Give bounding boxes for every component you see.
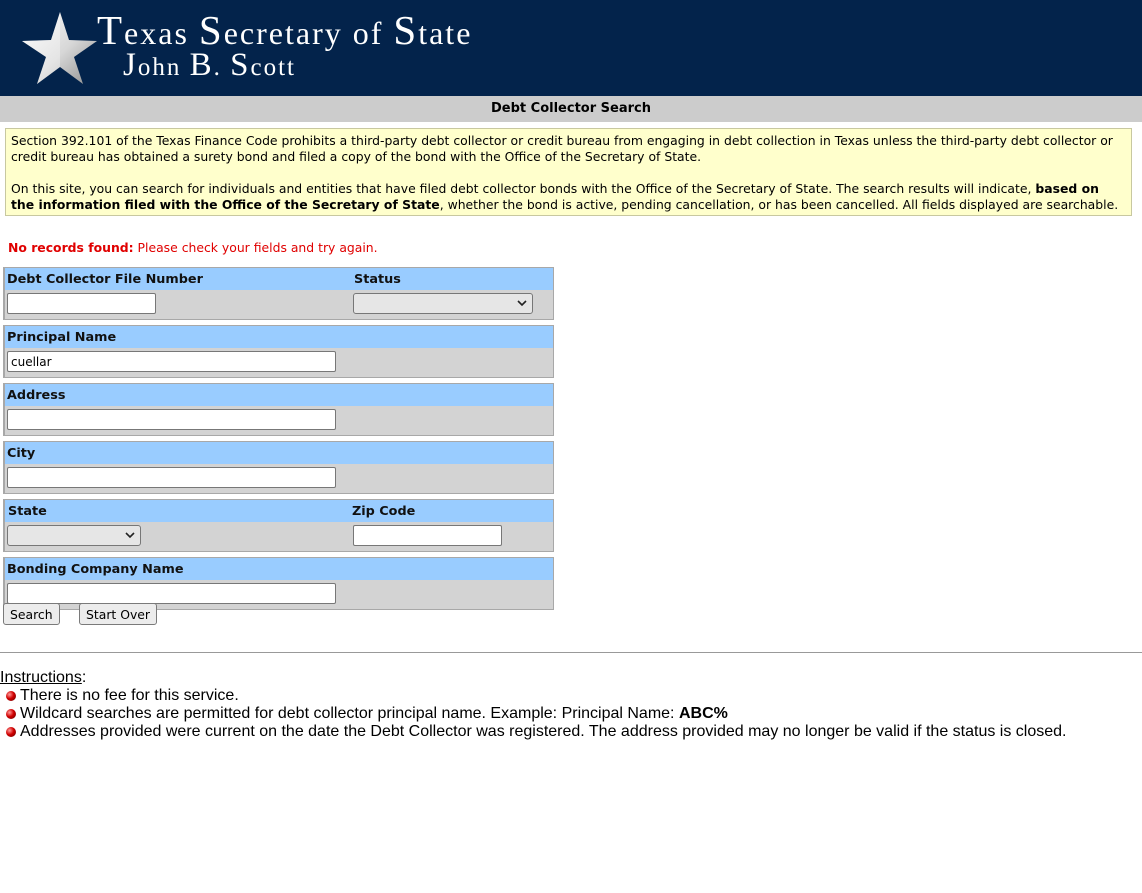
red-bullet-icon	[6, 691, 16, 701]
search-button[interactable]: Search	[3, 603, 60, 625]
status-select[interactable]	[353, 293, 533, 314]
row-header	[5, 384, 553, 406]
notice-box	[5, 128, 1132, 216]
list-item: Wildcard searches are permitted for debt collector principal name. Example: Principal Name: ABC%	[0, 705, 1067, 723]
file-number-label: Debt Collector File Number	[7, 272, 203, 287]
state-select[interactable]	[7, 525, 141, 546]
start-over-button[interactable]: Start Over	[79, 603, 157, 625]
file-number-input[interactable]	[7, 293, 156, 314]
chevron-down-icon	[517, 297, 527, 309]
row-header	[5, 442, 553, 464]
address-label: Address	[7, 388, 66, 403]
star-logo-icon	[18, 10, 98, 86]
banner-title: Texas Secretary of State	[97, 7, 473, 53]
zip-code-input[interactable]	[353, 525, 502, 546]
instructions-list	[0, 687, 1067, 741]
error-message: No records found: Please check your fields and try again.	[8, 240, 378, 255]
instructions	[0, 669, 1067, 741]
bonding-company-input[interactable]	[7, 583, 336, 604]
red-bullet-icon	[6, 727, 16, 737]
site-banner	[0, 0, 1142, 96]
status-label: Status	[354, 272, 401, 287]
row-state-zip	[3, 499, 554, 552]
page-title: Debt Collector Search	[0, 96, 1142, 122]
row-address	[3, 383, 554, 436]
bonding-company-label: Bonding Company Name	[7, 562, 184, 577]
list-item: Addresses provided were current on the date the Debt Collector was registered. The address provided may no longer be valid if the status is closed.	[0, 723, 1067, 741]
red-bullet-icon	[6, 709, 16, 719]
row-file-status	[3, 267, 554, 320]
principal-name-input[interactable]	[7, 351, 336, 372]
address-input[interactable]	[7, 409, 336, 430]
notice-paragraph-1: Section 392.101 of the Texas Finance Code prohibits a third-party debt collector or credit bureau from engaging in debt collection in Texas unless the third-party debt collector or credit bureau has obtained a surety bond and filed a copy of the bond with the Office of the Secretary of State.	[11, 133, 1113, 164]
list-item: There is no fee for this service.	[0, 687, 1067, 705]
state-label: State	[8, 504, 47, 519]
row-principal	[3, 325, 554, 378]
divider	[0, 652, 1142, 653]
city-label: City	[7, 446, 36, 461]
row-city	[3, 441, 554, 494]
instructions-heading: Instructions:	[0, 669, 87, 686]
principal-name-label: Principal Name	[7, 330, 117, 345]
city-input[interactable]	[7, 467, 336, 488]
banner-subtitle: John B. Scott	[123, 47, 296, 83]
search-form	[3, 267, 553, 615]
chevron-down-icon	[125, 529, 135, 541]
row-header	[5, 500, 553, 522]
notice-paragraph-2: On this site, you can search for individuals and entities that have filed debt collector bonds with the Office of the Secretary of State. The search results will indicate, based on the information filed with the Office of the Secretary of State, whether the bond is active, pending cancellation, or has been cancelled. All fields displayed are searchable.	[11, 181, 1119, 212]
zip-code-label: Zip Code	[352, 504, 416, 519]
